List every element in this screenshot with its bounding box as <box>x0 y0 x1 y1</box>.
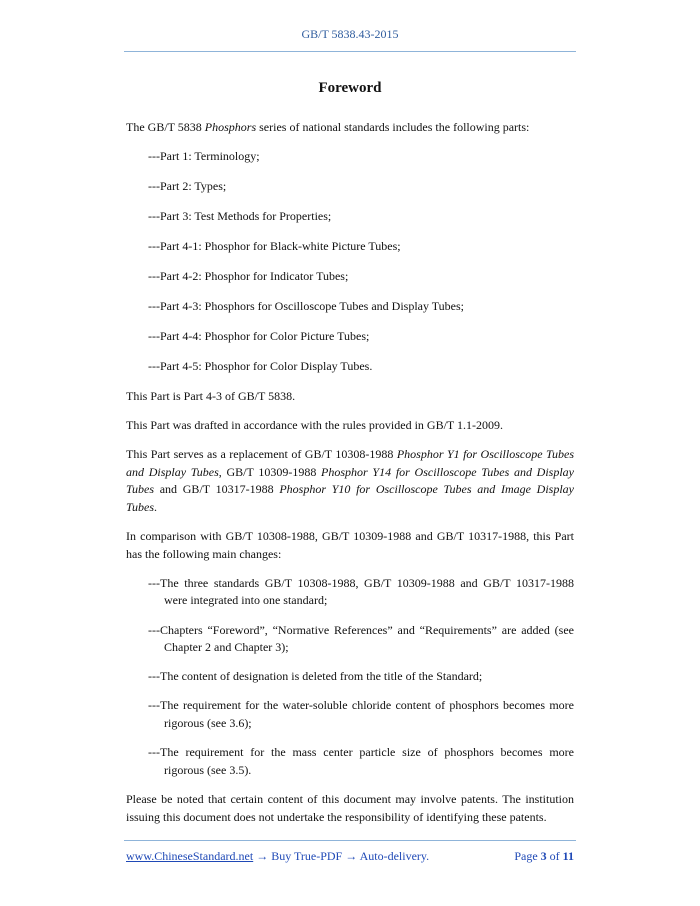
intro-text: The GB/T 5838 <box>126 120 205 134</box>
list-item: ---Part 4-2: Phosphor for Indicator Tubes; <box>148 269 349 284</box>
change-item: ---The three standards GB/T 10308-1988, GB/T 10309-1988 and GB/T 10317-1988 were integrated into one standard; <box>148 575 574 608</box>
page-number <box>514 849 574 864</box>
intro-series-name: Phosphors <box>204 120 257 134</box>
drafting-statement: This Part was drafted in accordance with the rules provided in GB/T 1.1-2009. <box>126 418 504 433</box>
list-item: ---Part 1: Terminology; <box>148 149 260 164</box>
document-body <box>126 119 574 826</box>
replacement-text: This Part serves as a replacement of GB/T 10308-1988 <box>126 447 397 462</box>
intro-paragraph <box>126 119 574 137</box>
patent-note: Please be noted that certain content of this document may involve patents. The institution issuing this document does not undertake the responsibility of identifying these patents. <box>126 792 574 824</box>
footer-divider <box>124 840 576 841</box>
footer-promo <box>126 849 429 864</box>
header-divider <box>124 51 576 52</box>
replacement-text: , GB/T 10309-1988 <box>218 464 322 479</box>
site-link[interactable]: www.ChineseStandard.net <box>126 849 254 863</box>
page-title: Foreword <box>318 80 382 96</box>
page-label: Page <box>514 849 541 863</box>
arrow-right-icon: → <box>256 849 269 863</box>
auto-delivery-text: Auto-delivery. <box>357 849 430 863</box>
page-of: of <box>546 849 563 863</box>
list-item: ---Part 4-3: Phosphors for Oscilloscope Tubes and Display Tubes; <box>148 299 465 314</box>
replacement-text: and GB/T 10317-1988 <box>154 482 280 497</box>
list-item: ---Part 4-5: Phosphor for Color Display Tubes. <box>148 358 373 373</box>
current-page: 3 <box>540 849 547 863</box>
replacement-text: . <box>154 499 158 514</box>
replacement-title-1: Phosphor Y1 for Oscilloscope Tubes and Display Tubes <box>126 447 574 479</box>
arrow-right-icon: → <box>345 849 358 863</box>
buy-pdf-text: Buy True-PDF <box>268 849 346 863</box>
replacement-title-2: Phosphor Y14 for Oscilloscope Tubes and Display Tubes <box>126 464 575 497</box>
list-item: ---Part 4-1: Phosphor for Black-white Picture Tubes; <box>148 239 401 254</box>
change-item: ---The content of designation is deleted from the title of the Standard; <box>148 669 483 684</box>
total-pages: 11 <box>562 849 574 863</box>
header-standard-code: GB/T 5838.43-2015 <box>301 27 399 41</box>
intro-text-end: series of national standards includes the following parts: <box>256 120 530 134</box>
list-item: ---Part 4-4: Phosphor for Color Picture Tubes; <box>148 329 370 343</box>
replacement-paragraph <box>126 446 574 516</box>
change-item: ---The requirement for the water-soluble chloride content of phosphors becomes more rigorous (see 3.6); <box>148 698 574 731</box>
part-statement: This Part is Part 4-3 of GB/T 5838. <box>126 388 296 403</box>
replacement-title-3: Phosphor Y10 for Oscilloscope Tubes and Image Display Tubes <box>126 482 574 514</box>
change-item: ---The requirement for the mass center particle size of phosphors becomes more rigorous (see 3.5). <box>148 745 574 777</box>
list-item: ---Part 2: Types; <box>148 179 227 194</box>
changes-intro: In comparison with GB/T 10308-1988, GB/T 10309-1988 and GB/T 10317-1988, this Part has the following main changes: <box>126 529 574 561</box>
list-item: ---Part 3: Test Methods for Properties; <box>148 209 332 224</box>
change-item: ---Chapters “Foreword”, “Normative References” and “Requirements” are added (see Chapter 2 and Chapter 3); <box>148 622 574 655</box>
